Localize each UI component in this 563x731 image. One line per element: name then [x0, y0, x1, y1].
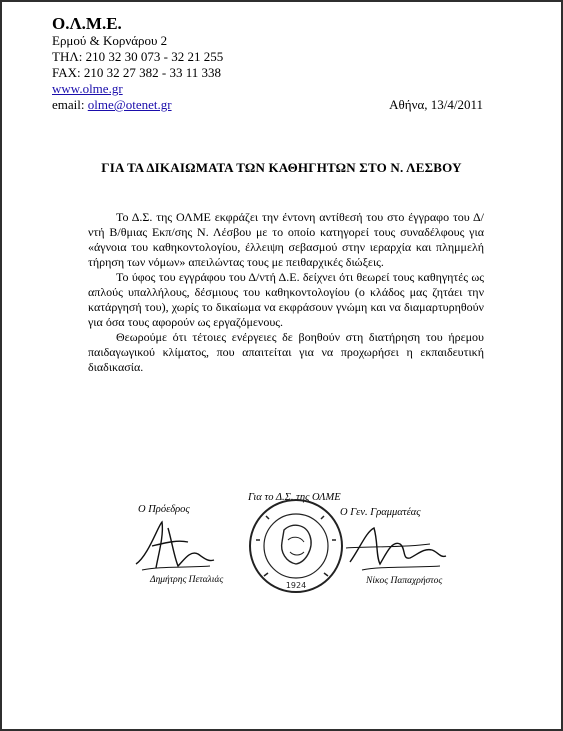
org-fax: FAX: 210 32 27 382 - 33 11 338 — [52, 65, 221, 80]
paragraph-2: Το ύφος του εγγράφου του Δ/ντή Δ.Ε. δείχνει ότι θεωρεί τους καθηγητές ως απλούς υπαλλήλους, δέσμιους του καθηκοντολογίου (ο κλάδος μας ζητάει την κατάργησή του), χωρίς το δικαίωμα να εκφράσουν γνώμη και να διαμαρτυρηθούν για όσα τους αφορούν ως εργαζόμενους. — [88, 270, 484, 329]
document-title: ΓΙΑ ΤΑ ΔΙΚΑΙΩΜΑΤΑ ΤΩΝ ΚΑΘΗΓΗΤΩΝ ΣΤΟ Ν. ΛΕΣΒΟΥ — [101, 160, 462, 175]
org-email-line — [52, 97, 172, 113]
website-link[interactable]: www.olme.gr — [52, 81, 123, 96]
email-label: email: — [52, 97, 88, 112]
org-phone: ΤΗΛ: 210 32 30 073 - 32 21 255 — [52, 49, 224, 64]
secretary-name: Νίκος Παπαχρήστος — [366, 576, 443, 586]
paragraph-1: Το Δ.Σ. της ΟΛΜΕ εκφράζει την έντονη αντίθεσή του στο έγγραφο του Δ/ντή Β/θμιας Εκπ/σης Ν. Λέσβου με το οποίο κατηγορεί τους συναδέλφους για «άγνοια του καθηκοντολογίου, έλλειψη σεβασμού στην ιεραρχία και πλημμελή τήρηση των νόμων» απειλώντας τους με πειθαρχικές διώξεις. — [88, 210, 484, 269]
stamp-year: 1924 — [285, 581, 307, 590]
org-address: Ερμού & Κορνάρου 2 — [52, 33, 168, 48]
document-date: Αθήνα, 13/4/2011 — [389, 97, 483, 112]
paragraph-3: Θεωρούμε ότι τέτοιες ενέργειες δε βοηθούν στη διατήρηση του ήρεμου παιδαγωγικού κλίματος, που απαιτείται για να προχωρήσει η εκπαιδευτική διαδικασία. — [88, 330, 484, 374]
org-website-line — [52, 81, 123, 97]
document-body — [88, 210, 484, 375]
stamp-label: Για το Δ.Σ. της ΟΛΜΕ — [248, 492, 341, 503]
president-title: Ο Πρόεδρος — [138, 504, 190, 515]
secretary-signature — [340, 518, 450, 578]
president-signature — [128, 516, 218, 576]
olme-stamp — [246, 496, 346, 596]
president-name: Δημήτρης Πεταλιάς — [150, 575, 224, 585]
email-link[interactable]: olme@otenet.gr — [87, 97, 172, 112]
org-name: Ο.Λ.Μ.Ε. — [52, 14, 122, 33]
secretary-title: Ο Γεν. Γραμματέας — [340, 507, 421, 518]
